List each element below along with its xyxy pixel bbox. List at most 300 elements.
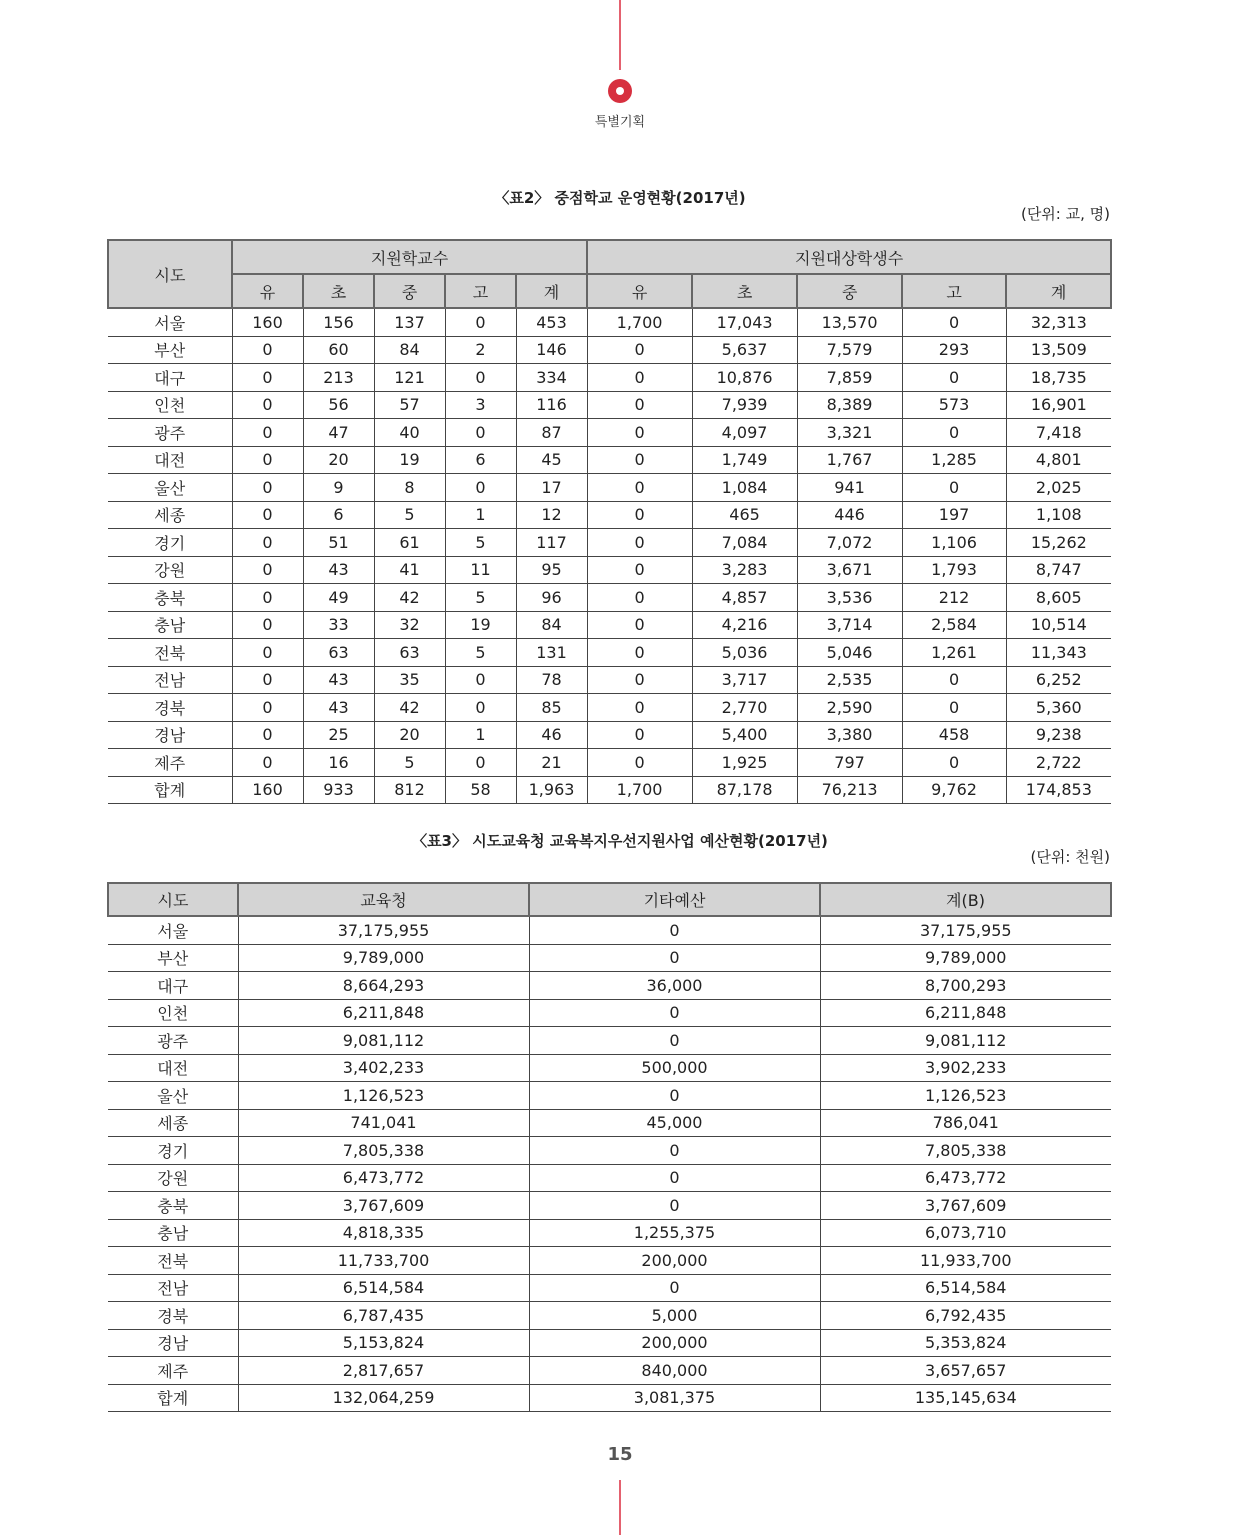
value-cell: 160 [232,308,303,336]
value-cell: 4,818,335 [238,1219,529,1247]
value-cell: 121 [374,364,445,392]
value-cell: 9,762 [902,776,1006,804]
table-row [108,364,1111,392]
value-cell: 7,805,338 [820,1137,1111,1165]
value-cell: 116 [516,391,587,419]
value-cell: 96 [516,584,587,612]
value-cell: 63 [303,639,374,667]
value-cell: 212 [902,584,1006,612]
value-cell: 4,857 [692,584,797,612]
value-cell: 2,817,657 [238,1357,529,1385]
value-cell: 58 [445,776,516,804]
value-cell: 3 [445,391,516,419]
region-cell: 경북 [108,1302,238,1330]
value-cell: 0 [587,529,692,557]
value-cell: 200,000 [529,1247,820,1275]
value-cell: 1 [445,721,516,749]
value-cell: 37,175,955 [820,916,1111,944]
value-cell: 19 [374,446,445,474]
value-cell: 17,043 [692,308,797,336]
table-row [108,336,1111,364]
value-cell: 6,211,848 [820,999,1111,1027]
value-cell: 6,514,584 [820,1274,1111,1302]
region-cell: 울산 [108,474,232,502]
value-cell: 0 [232,721,303,749]
value-cell: 2,590 [797,694,902,722]
value-cell: 13,570 [797,308,902,336]
table2-subheader: 초 [303,274,374,308]
value-cell: 0 [232,364,303,392]
value-cell: 5,036 [692,639,797,667]
section-marker-icon [608,79,632,103]
value-cell: 0 [232,749,303,777]
value-cell: 0 [587,419,692,447]
value-cell: 4,216 [692,611,797,639]
value-cell: 7,418 [1006,419,1111,447]
table-row [108,308,1111,336]
value-cell: 1,700 [587,308,692,336]
value-cell: 78 [516,666,587,694]
value-cell: 0 [232,391,303,419]
value-cell: 5,153,824 [238,1329,529,1357]
value-cell: 0 [529,1274,820,1302]
value-cell: 3,283 [692,556,797,584]
value-cell: 1,285 [902,446,1006,474]
region-cell: 전북 [108,639,232,667]
value-cell: 197 [902,501,1006,529]
value-cell: 786,041 [820,1109,1111,1137]
value-cell: 7,072 [797,529,902,557]
region-cell: 서울 [108,308,232,336]
value-cell: 137 [374,308,445,336]
value-cell: 47 [303,419,374,447]
value-cell: 1,106 [902,529,1006,557]
value-cell: 135,145,634 [820,1384,1111,1412]
value-cell: 0 [587,611,692,639]
value-cell: 57 [374,391,445,419]
value-cell: 0 [587,721,692,749]
value-cell: 741,041 [238,1109,529,1137]
region-cell: 울산 [108,1082,238,1110]
region-cell: 광주 [108,419,232,447]
value-cell: 0 [587,556,692,584]
table2-subheader: 고 [902,274,1006,308]
value-cell: 43 [303,556,374,584]
value-cell: 6,211,848 [238,999,529,1027]
value-cell: 5 [445,584,516,612]
table3-unit: (단위: 천원) [1030,848,1110,866]
value-cell: 0 [445,364,516,392]
table-row [108,1357,1111,1385]
region-cell: 경북 [108,694,232,722]
value-cell: 9,789,000 [238,944,529,972]
value-cell: 9,789,000 [820,944,1111,972]
value-cell: 2,722 [1006,749,1111,777]
value-cell: 3,671 [797,556,902,584]
value-cell: 21 [516,749,587,777]
table-row [108,1164,1111,1192]
table2-subheader: 계 [516,274,587,308]
value-cell: 45,000 [529,1109,820,1137]
value-cell: 8,700,293 [820,972,1111,1000]
value-cell: 11,933,700 [820,1247,1111,1275]
region-cell: 제주 [108,1357,238,1385]
table-row [108,916,1111,944]
value-cell: 1 [445,501,516,529]
region-cell: 대구 [108,364,232,392]
table2-caption: 〈표2〉 중점학교 운영현황(2017년) [494,189,746,207]
value-cell: 200,000 [529,1329,820,1357]
value-cell: 84 [516,611,587,639]
table-row [108,972,1111,1000]
value-cell: 0 [587,666,692,694]
value-cell: 132,064,259 [238,1384,529,1412]
value-cell: 5 [445,639,516,667]
value-cell: 0 [587,364,692,392]
value-cell: 1,126,523 [820,1082,1111,1110]
value-cell: 46 [516,721,587,749]
value-cell: 1,749 [692,446,797,474]
value-cell: 941 [797,474,902,502]
value-cell: 3,081,375 [529,1384,820,1412]
value-cell: 5,637 [692,336,797,364]
table-row [108,776,1111,804]
value-cell: 0 [587,501,692,529]
value-cell: 8,389 [797,391,902,419]
value-cell: 933 [303,776,374,804]
value-cell: 500,000 [529,1054,820,1082]
table2-subheader: 초 [692,274,797,308]
value-cell: 8 [374,474,445,502]
value-cell: 37,175,955 [238,916,529,944]
value-cell: 1,793 [902,556,1006,584]
value-cell: 5 [374,749,445,777]
value-cell: 1,963 [516,776,587,804]
table-row [108,584,1111,612]
value-cell: 131 [516,639,587,667]
value-cell: 0 [587,446,692,474]
table3 [107,882,1112,1412]
value-cell: 56 [303,391,374,419]
value-cell: 0 [529,999,820,1027]
region-cell: 대전 [108,1054,238,1082]
region-cell: 강원 [108,556,232,584]
table-row [108,666,1111,694]
value-cell: 3,402,233 [238,1054,529,1082]
value-cell: 45 [516,446,587,474]
value-cell: 0 [445,749,516,777]
value-cell: 0 [232,584,303,612]
value-cell: 16,901 [1006,391,1111,419]
value-cell: 5 [445,529,516,557]
table-row [108,419,1111,447]
region-cell: 대전 [108,446,232,474]
value-cell: 1,255,375 [529,1219,820,1247]
value-cell: 0 [902,749,1006,777]
region-cell: 충북 [108,1192,238,1220]
table-row [108,1274,1111,1302]
region-cell: 경기 [108,1137,238,1165]
value-cell: 19 [445,611,516,639]
region-cell: 광주 [108,1027,238,1055]
table3-header: 시도 [108,883,238,916]
region-cell: 서울 [108,916,238,944]
value-cell: 840,000 [529,1357,820,1385]
value-cell: 3,657,657 [820,1357,1111,1385]
table-row [108,1329,1111,1357]
table-row [108,501,1111,529]
value-cell: 85 [516,694,587,722]
value-cell: 334 [516,364,587,392]
value-cell: 6,787,435 [238,1302,529,1330]
value-cell: 0 [232,666,303,694]
value-cell: 36,000 [529,972,820,1000]
value-cell: 0 [232,336,303,364]
table-row [108,1384,1111,1412]
value-cell: 15,262 [1006,529,1111,557]
value-cell: 0 [902,364,1006,392]
value-cell: 8,747 [1006,556,1111,584]
value-cell: 8,605 [1006,584,1111,612]
table-row [108,944,1111,972]
value-cell: 0 [445,666,516,694]
value-cell: 0 [529,1082,820,1110]
table-row [108,1219,1111,1247]
value-cell: 7,805,338 [238,1137,529,1165]
value-cell: 0 [587,474,692,502]
value-cell: 87 [516,419,587,447]
page-number: 15 [607,1444,633,1465]
value-cell: 6,073,710 [820,1219,1111,1247]
value-cell: 6,792,435 [820,1302,1111,1330]
value-cell: 40 [374,419,445,447]
value-cell: 10,876 [692,364,797,392]
value-cell: 0 [587,694,692,722]
value-cell: 25 [303,721,374,749]
value-cell: 3,321 [797,419,902,447]
value-cell: 1,925 [692,749,797,777]
value-cell: 0 [232,474,303,502]
value-cell: 797 [797,749,902,777]
value-cell: 812 [374,776,445,804]
value-cell: 0 [232,446,303,474]
value-cell: 0 [445,694,516,722]
region-cell: 부산 [108,336,232,364]
value-cell: 6 [445,446,516,474]
value-cell: 0 [529,916,820,944]
value-cell: 0 [529,1137,820,1165]
table2-header-region: 시도 [108,240,232,308]
table2-subheader: 고 [445,274,516,308]
table-row [108,391,1111,419]
value-cell: 84 [374,336,445,364]
value-cell: 2,535 [797,666,902,694]
region-cell: 경남 [108,1329,238,1357]
region-cell: 합계 [108,1384,238,1412]
table-row [108,556,1111,584]
value-cell: 5,046 [797,639,902,667]
value-cell: 11,733,700 [238,1247,529,1275]
value-cell: 16 [303,749,374,777]
value-cell: 6 [303,501,374,529]
table2 [107,239,1112,804]
value-cell: 293 [902,336,1006,364]
value-cell: 1,767 [797,446,902,474]
value-cell: 7,939 [692,391,797,419]
region-cell: 대구 [108,972,238,1000]
table-row [108,1137,1111,1165]
value-cell: 156 [303,308,374,336]
table2-subheader: 중 [797,274,902,308]
value-cell: 9,081,112 [820,1027,1111,1055]
value-cell: 41 [374,556,445,584]
value-cell: 465 [692,501,797,529]
value-cell: 3,536 [797,584,902,612]
value-cell: 0 [902,694,1006,722]
region-cell: 전남 [108,1274,238,1302]
top-divider-line [619,0,621,70]
table-row [108,474,1111,502]
table-row [108,639,1111,667]
value-cell: 1,261 [902,639,1006,667]
value-cell: 76,213 [797,776,902,804]
table-row [108,1302,1111,1330]
table-row [108,1109,1111,1137]
value-cell: 0 [902,666,1006,694]
value-cell: 0 [232,501,303,529]
value-cell: 51 [303,529,374,557]
value-cell: 11,343 [1006,639,1111,667]
region-cell: 강원 [108,1164,238,1192]
table-row [108,1192,1111,1220]
value-cell: 1,700 [587,776,692,804]
value-cell: 0 [232,529,303,557]
table-row [108,721,1111,749]
value-cell: 20 [303,446,374,474]
value-cell: 33 [303,611,374,639]
region-cell: 전북 [108,1247,238,1275]
value-cell: 0 [232,556,303,584]
table-row [108,694,1111,722]
value-cell: 35 [374,666,445,694]
value-cell: 0 [529,944,820,972]
value-cell: 0 [445,474,516,502]
value-cell: 42 [374,694,445,722]
value-cell: 18,735 [1006,364,1111,392]
value-cell: 61 [374,529,445,557]
value-cell: 5 [374,501,445,529]
table-row [108,1054,1111,1082]
region-cell: 합계 [108,776,232,804]
value-cell: 2 [445,336,516,364]
value-cell: 43 [303,694,374,722]
value-cell: 0 [587,336,692,364]
value-cell: 2,770 [692,694,797,722]
table2-subheader: 중 [374,274,445,308]
value-cell: 0 [529,1192,820,1220]
value-cell: 3,380 [797,721,902,749]
value-cell: 9,238 [1006,721,1111,749]
value-cell: 42 [374,584,445,612]
value-cell: 0 [587,584,692,612]
value-cell: 11 [445,556,516,584]
region-cell: 경남 [108,721,232,749]
table-row [108,749,1111,777]
value-cell: 0 [232,611,303,639]
region-cell: 충북 [108,584,232,612]
value-cell: 49 [303,584,374,612]
value-cell: 87,178 [692,776,797,804]
value-cell: 0 [529,1027,820,1055]
value-cell: 0 [232,419,303,447]
value-cell: 7,859 [797,364,902,392]
value-cell: 458 [902,721,1006,749]
value-cell: 446 [797,501,902,529]
value-cell: 3,767,609 [238,1192,529,1220]
value-cell: 3,714 [797,611,902,639]
value-cell: 5,400 [692,721,797,749]
value-cell: 8,664,293 [238,972,529,1000]
table2-header-students: 지원대상학생수 [587,240,1111,274]
value-cell: 7,084 [692,529,797,557]
table3-header: 계(B) [820,883,1111,916]
value-cell: 9 [303,474,374,502]
table-row [108,529,1111,557]
value-cell: 453 [516,308,587,336]
value-cell: 0 [587,391,692,419]
value-cell: 213 [303,364,374,392]
value-cell: 63 [374,639,445,667]
value-cell: 0 [445,419,516,447]
region-cell: 충남 [108,1219,238,1247]
value-cell: 0 [232,694,303,722]
value-cell: 6,473,772 [820,1164,1111,1192]
value-cell: 160 [232,776,303,804]
value-cell: 3,717 [692,666,797,694]
value-cell: 5,360 [1006,694,1111,722]
table2-subheader: 유 [587,274,692,308]
value-cell: 6,514,584 [238,1274,529,1302]
value-cell: 0 [902,308,1006,336]
value-cell: 43 [303,666,374,694]
bottom-divider-line [619,1480,621,1535]
value-cell: 0 [529,1164,820,1192]
region-cell: 인천 [108,391,232,419]
value-cell: 174,853 [1006,776,1111,804]
value-cell: 32 [374,611,445,639]
value-cell: 0 [232,639,303,667]
region-cell: 부산 [108,944,238,972]
region-cell: 충남 [108,611,232,639]
value-cell: 573 [902,391,1006,419]
value-cell: 1,126,523 [238,1082,529,1110]
value-cell: 17 [516,474,587,502]
value-cell: 0 [902,474,1006,502]
value-cell: 0 [445,308,516,336]
value-cell: 0 [587,639,692,667]
region-cell: 세종 [108,501,232,529]
table2-header-schools: 지원학교수 [232,240,587,274]
table2-subheader: 유 [232,274,303,308]
value-cell: 9,081,112 [238,1027,529,1055]
value-cell: 20 [374,721,445,749]
table-row [108,446,1111,474]
value-cell: 32,313 [1006,308,1111,336]
region-cell: 세종 [108,1109,238,1137]
value-cell: 13,509 [1006,336,1111,364]
table-row [108,611,1111,639]
value-cell: 4,097 [692,419,797,447]
